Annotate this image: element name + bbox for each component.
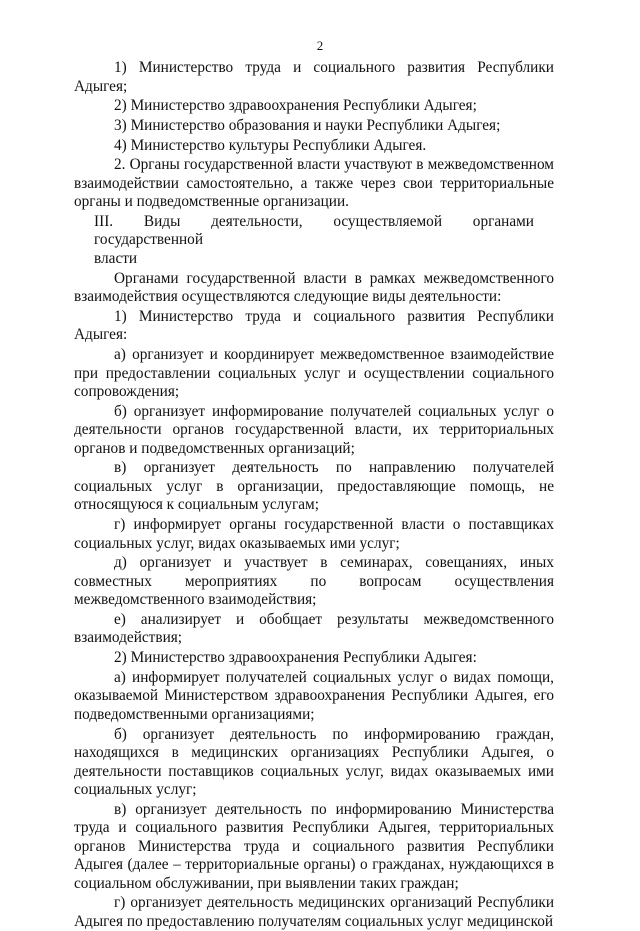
section-heading: [74, 213, 554, 269]
list-item: 3) Министерство образования и науки Республики Адыгея;: [114, 116, 501, 134]
body-paragraph: в) организует деятельность по информированию Министерства труда и социального развития Республики Адыгея, территориальных органов Министерства труда и социального развития Республики Адыгея (далее – территориальные органы) о гражданах, нуждающихся в социальном обслуживании, при выявлении таких граждан;: [74, 800, 554, 892]
section-heading-line: III. Виды деятельности, осуществляемой органами государственной: [94, 212, 534, 249]
body-paragraph: г) организует деятельность медицинских организаций Республики Адыгея по предоставлению получателям социальных услуг медицинской: [74, 894, 554, 930]
body-paragraph: 1) Министерство труда и социального развития Республики Адыгея:: [74, 307, 554, 344]
page-number: 2: [316, 38, 324, 53]
body-paragraph: 2) Министерство здравоохранения Республики Адыгея:: [114, 649, 477, 667]
body-paragraph: е) анализирует и обобщает результаты межведомственного взаимодействия;: [74, 610, 554, 647]
list-item: 4) Министерство культуры Республики Адыгея.: [114, 136, 427, 154]
body-paragraph: в) организует деятельность по направлению получателей социальных услуг в организации, предоставляющие помощь, не относящуюся к социальным услугам;: [74, 459, 554, 514]
list-item: 2) Министерство здравоохранения Республики Адыгея;: [114, 97, 477, 115]
body-paragraph: г) информирует органы государственной власти о поставщиках социальных услуг, видах оказываемых ими услуг;: [74, 516, 554, 552]
list-item: 1) Министерство труда и социального развития Республики Адыгея;: [74, 59, 554, 95]
body-paragraph: б) организует информирование получателей социальных услуг о деятельности органов государственной власти, их территориальных органов и подведомственных организаций;: [74, 402, 554, 457]
body-paragraph: б) организует деятельность по информированию граждан, находящихся в медицинских организациях Республики Адыгея, о деятельности поставщиков социальных услуг, видах оказываемых ими социальных услуг;: [74, 725, 554, 798]
document-body: [74, 59, 554, 931]
body-paragraph: а) информирует получателей социальных услуг о видах помощи, оказываемой Министерством здравоохранения Республики Адыгея, его подведомственными организациями;: [74, 668, 554, 723]
body-paragraph: д) организует и участвует в семинарах, совещаниях, иных совместных мероприятиях по вопросам осуществления межведомственного взаимодействия;: [74, 554, 554, 609]
body-paragraph: Органами государственной власти в рамках межведомственного взаимодействия осуществляются следующие виды деятельности:: [74, 269, 554, 306]
clause-paragraph: 2. Органы государственной власти участвуют в межведомственном взаимодействии самостоятельно, а также через свои территориальные органы и подведомственные организации.: [74, 156, 554, 211]
body-paragraph: а) организует и координирует межведомственное взаимодействие при предоставлении социальных услуг и осуществлении социального сопровождения;: [74, 346, 554, 400]
section-heading-line: власти: [94, 249, 138, 267]
